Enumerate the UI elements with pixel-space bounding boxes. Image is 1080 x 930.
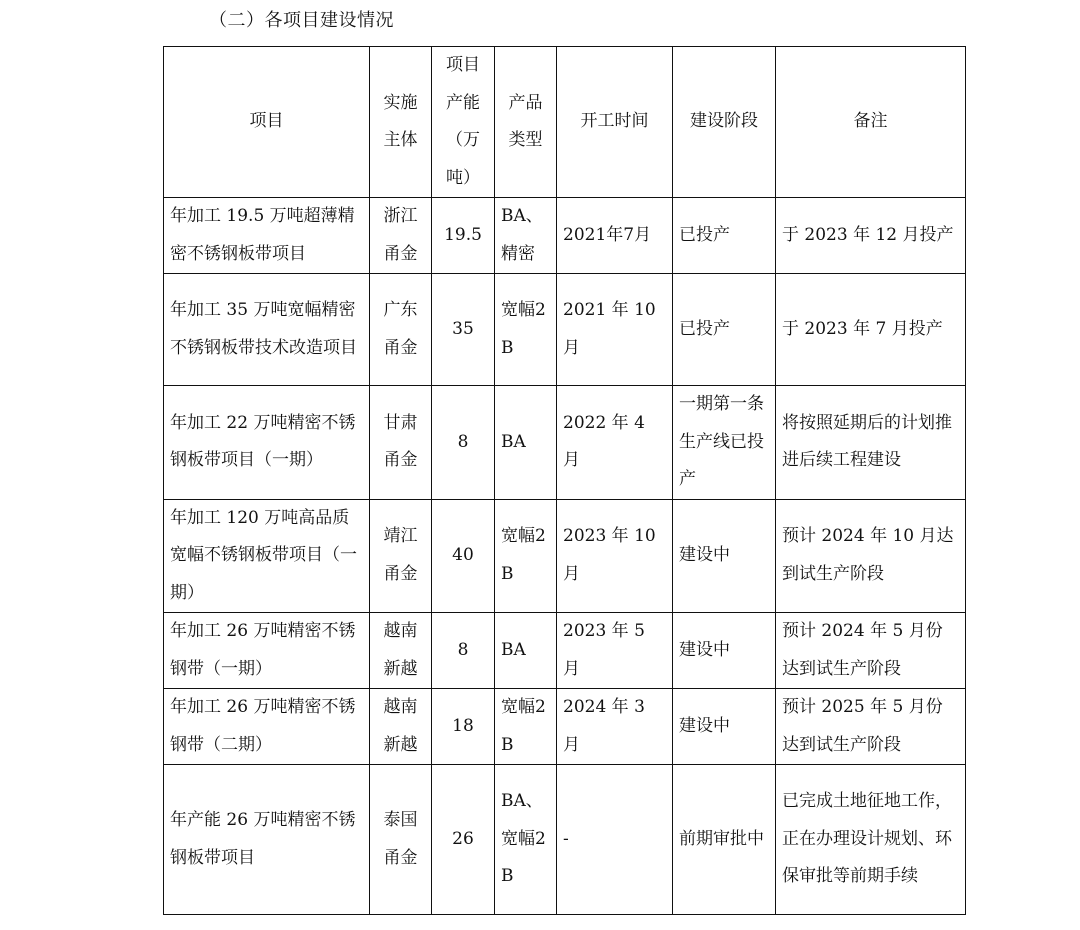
cell-entity: 广东甬金 (370, 274, 432, 386)
cell-project: 年加工 35 万吨宽幅精密不锈钢板带技术改造项目 (164, 274, 370, 386)
header-stage: 建设阶段 (673, 47, 776, 198)
cell-capacity: 26 (432, 765, 495, 915)
cell-capacity: 35 (432, 274, 495, 386)
cell-capacity: 40 (432, 499, 495, 613)
cell-product-type: BA (495, 613, 557, 689)
cell-project: 年加工 19.5 万吨超薄精密不锈钢板带项目 (164, 198, 370, 274)
cell-stage: 已投产 (673, 198, 776, 274)
cell-product-type: BA、宽幅2B (495, 765, 557, 915)
cell-start-time: 2022 年 4 月 (557, 386, 673, 500)
cell-note: 预计 2025 年 5 月份达到试生产阶段 (776, 689, 966, 765)
cell-capacity: 8 (432, 386, 495, 500)
cell-capacity: 18 (432, 689, 495, 765)
cell-product-type: BA (495, 386, 557, 500)
cell-start-time: 2023 年 10 月 (557, 499, 673, 613)
cell-product-type: BA、精密 (495, 198, 557, 274)
table-row (164, 386, 966, 500)
cell-note: 于 2023 年 7 月投产 (776, 274, 966, 386)
cell-stage: 已投产 (673, 274, 776, 386)
cell-stage: 一期第一条生产线已投产 (673, 386, 776, 500)
cell-entity: 浙江甬金 (370, 198, 432, 274)
cell-stage: 建设中 (673, 499, 776, 613)
cell-project: 年加工 22 万吨精密不锈钢板带项目（一期） (164, 386, 370, 500)
header-capacity: 项目产能（万吨） (432, 47, 495, 198)
cell-start-time: 2024 年 3 月 (557, 689, 673, 765)
cell-note: 预计 2024 年 5 月份达到试生产阶段 (776, 613, 966, 689)
header-entity: 实施主体 (370, 47, 432, 198)
cell-project: 年产能 26 万吨精密不锈钢板带项目 (164, 765, 370, 915)
cell-start-time: 2021年7月 (557, 198, 673, 274)
section-heading: （二）各项目建设情况 (209, 10, 394, 31)
header-project: 项目 (164, 47, 370, 198)
table-row (164, 499, 966, 613)
cell-entity: 甘肃甬金 (370, 386, 432, 500)
cell-start-time: 2023 年 5 月 (557, 613, 673, 689)
table-row (164, 274, 966, 386)
table-row (164, 613, 966, 689)
table-row (164, 765, 966, 915)
cell-stage: 建设中 (673, 613, 776, 689)
cell-entity: 泰国甬金 (370, 765, 432, 915)
cell-note: 于 2023 年 12 月投产 (776, 198, 966, 274)
cell-product-type: 宽幅2B (495, 499, 557, 613)
project-construction-table (163, 46, 966, 915)
table-row (164, 689, 966, 765)
cell-note: 已完成土地征地工作，正在办理设计规划、环保审批等前期手续 (776, 765, 966, 915)
cell-project: 年加工 120 万吨高品质宽幅不锈钢板带项目（一期） (164, 499, 370, 613)
header-start-time: 开工时间 (557, 47, 673, 198)
cell-entity: 靖江甬金 (370, 499, 432, 613)
cell-entity: 越南新越 (370, 613, 432, 689)
header-note: 备注 (776, 47, 966, 198)
cell-product-type: 宽幅2B (495, 689, 557, 765)
cell-entity: 越南新越 (370, 689, 432, 765)
cell-project: 年加工 26 万吨精密不锈钢带（二期） (164, 689, 370, 765)
cell-start-time: 2021 年 10 月 (557, 274, 673, 386)
cell-stage: 建设中 (673, 689, 776, 765)
header-product-type: 产品类型 (495, 47, 557, 198)
cell-project: 年加工 26 万吨精密不锈钢带（一期） (164, 613, 370, 689)
cell-stage: 前期审批中 (673, 765, 776, 915)
table-row (164, 198, 966, 274)
cell-note: 预计 2024 年 10 月达到试生产阶段 (776, 499, 966, 613)
cell-product-type: 宽幅2B (495, 274, 557, 386)
table-header-row (164, 47, 966, 198)
cell-start-time: - (557, 765, 673, 915)
cell-capacity: 8 (432, 613, 495, 689)
cell-note: 将按照延期后的计划推进后续工程建设 (776, 386, 966, 500)
cell-capacity: 19.5 (432, 198, 495, 274)
